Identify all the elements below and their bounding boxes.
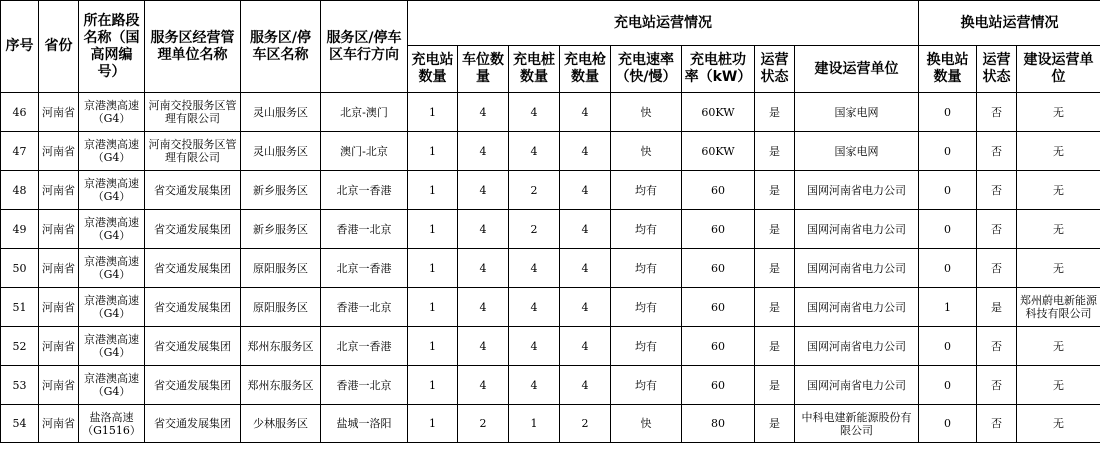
cell-piles: 4 <box>509 132 560 171</box>
cell-area: 灵山服务区 <box>241 93 321 132</box>
cell-rate: 均有 <box>611 249 682 288</box>
col-parking-count: 车位数量 <box>458 46 509 93</box>
cell-area: 灵山服务区 <box>241 132 321 171</box>
cell-rate: 快 <box>611 93 682 132</box>
cell-swap-builder: 无 <box>1017 171 1100 210</box>
cell-status: 是 <box>755 210 795 249</box>
cell-province: 河南省 <box>39 405 79 443</box>
cell-swap-status: 否 <box>977 93 1017 132</box>
col-road: 所在路段名称（国高网编号） <box>79 1 145 93</box>
cell-seq: 49 <box>1 210 39 249</box>
cell-swap-count: 0 <box>919 405 977 443</box>
table-row <box>1 327 1100 366</box>
cell-piles: 4 <box>509 327 560 366</box>
cell-piles: 4 <box>509 249 560 288</box>
cell-province: 河南省 <box>39 132 79 171</box>
cell-direction: 香港一北京 <box>321 288 408 327</box>
cell-province: 河南省 <box>39 171 79 210</box>
cell-power: 60 <box>682 366 755 405</box>
cell-area: 少林服务区 <box>241 405 321 443</box>
col-seq: 序号 <box>1 1 39 93</box>
cell-builder: 国网河南省电力公司 <box>795 249 919 288</box>
cell-swap-count: 0 <box>919 249 977 288</box>
cell-guns: 4 <box>560 288 611 327</box>
cell-area: 原阳服务区 <box>241 288 321 327</box>
cell-seq: 52 <box>1 327 39 366</box>
cell-power: 60 <box>682 249 755 288</box>
cell-status: 是 <box>755 171 795 210</box>
cell-stations: 1 <box>408 249 458 288</box>
cell-swap-status: 否 <box>977 210 1017 249</box>
cell-swap-count: 0 <box>919 327 977 366</box>
cell-seq: 53 <box>1 366 39 405</box>
cell-direction: 北京一香港 <box>321 327 408 366</box>
cell-seq: 48 <box>1 171 39 210</box>
cell-piles: 4 <box>509 93 560 132</box>
cell-stations: 1 <box>408 171 458 210</box>
cell-swap-count: 0 <box>919 366 977 405</box>
cell-swap-status: 否 <box>977 132 1017 171</box>
cell-seq: 54 <box>1 405 39 443</box>
cell-operator: 河南交投服务区管理有限公司 <box>145 132 241 171</box>
cell-road: 京港澳高速（G4） <box>79 366 145 405</box>
cell-swap-builder: 无 <box>1017 93 1100 132</box>
table-body <box>1 93 1100 443</box>
cell-operator: 省交通发展集团 <box>145 249 241 288</box>
col-swap-builder: 建设运营单位 <box>1017 46 1100 93</box>
table-row <box>1 288 1100 327</box>
cell-operator: 省交通发展集团 <box>145 366 241 405</box>
cell-rate: 快 <box>611 132 682 171</box>
cell-seq: 50 <box>1 249 39 288</box>
cell-status: 是 <box>755 249 795 288</box>
cell-rate: 均有 <box>611 327 682 366</box>
cell-swap-builder: 无 <box>1017 405 1100 443</box>
cell-status: 是 <box>755 288 795 327</box>
cell-stations: 1 <box>408 132 458 171</box>
cell-province: 河南省 <box>39 288 79 327</box>
table-row <box>1 210 1100 249</box>
cell-swap-builder: 郑州蔚电新能源科技有限公司 <box>1017 288 1100 327</box>
cell-power: 60 <box>682 327 755 366</box>
col-charging-station-count: 充电站数量 <box>408 46 458 93</box>
col-charging-status: 运营状态 <box>755 46 795 93</box>
cell-status: 是 <box>755 327 795 366</box>
charging-group-header: 充电站运营情况 <box>408 1 919 46</box>
cell-direction: 香港一北京 <box>321 210 408 249</box>
cell-swap-count: 0 <box>919 132 977 171</box>
cell-area: 原阳服务区 <box>241 249 321 288</box>
cell-parking: 4 <box>458 171 509 210</box>
table-row <box>1 405 1100 443</box>
cell-road: 京港澳高速（G4） <box>79 288 145 327</box>
cell-operator: 省交通发展集团 <box>145 171 241 210</box>
table-row <box>1 171 1100 210</box>
table-row <box>1 132 1100 171</box>
cell-power: 60KW <box>682 93 755 132</box>
cell-seq: 47 <box>1 132 39 171</box>
col-operator: 服务区经营管理单位名称 <box>145 1 241 93</box>
cell-seq: 46 <box>1 93 39 132</box>
cell-status: 是 <box>755 93 795 132</box>
cell-builder: 国网河南省电力公司 <box>795 366 919 405</box>
cell-rate: 快 <box>611 405 682 443</box>
cell-road: 京港澳高速（G4） <box>79 327 145 366</box>
cell-piles: 1 <box>509 405 560 443</box>
cell-power: 80 <box>682 405 755 443</box>
cell-parking: 4 <box>458 93 509 132</box>
col-pile-count: 充电桩数量 <box>509 46 560 93</box>
cell-province: 河南省 <box>39 327 79 366</box>
cell-swap-status: 否 <box>977 405 1017 443</box>
cell-guns: 4 <box>560 327 611 366</box>
cell-parking: 2 <box>458 405 509 443</box>
cell-swap-status: 否 <box>977 366 1017 405</box>
cell-operator: 省交通发展集团 <box>145 288 241 327</box>
cell-area: 郑州东服务区 <box>241 366 321 405</box>
cell-builder: 国网河南省电力公司 <box>795 210 919 249</box>
cell-builder: 国家电网 <box>795 132 919 171</box>
cell-direction: 香港一北京 <box>321 366 408 405</box>
cell-area: 新乡服务区 <box>241 210 321 249</box>
cell-swap-builder: 无 <box>1017 366 1100 405</box>
cell-status: 是 <box>755 366 795 405</box>
cell-swap-builder: 无 <box>1017 249 1100 288</box>
cell-road: 京港澳高速（G4） <box>79 171 145 210</box>
cell-builder: 国家电网 <box>795 93 919 132</box>
cell-seq: 51 <box>1 288 39 327</box>
cell-parking: 4 <box>458 366 509 405</box>
cell-builder: 国网河南省电力公司 <box>795 171 919 210</box>
cell-area: 郑州东服务区 <box>241 327 321 366</box>
cell-direction: 北京-澳门 <box>321 93 408 132</box>
cell-status: 是 <box>755 405 795 443</box>
cell-piles: 4 <box>509 366 560 405</box>
cell-parking: 4 <box>458 210 509 249</box>
cell-swap-count: 1 <box>919 288 977 327</box>
cell-swap-count: 0 <box>919 210 977 249</box>
cell-swap-status: 是 <box>977 288 1017 327</box>
cell-parking: 4 <box>458 288 509 327</box>
cell-operator: 省交通发展集团 <box>145 210 241 249</box>
cell-guns: 4 <box>560 171 611 210</box>
col-direction: 服务区/停车区车行方向 <box>321 1 408 93</box>
cell-builder: 中科电建新能源股份有限公司 <box>795 405 919 443</box>
col-swap-status: 运营状态 <box>977 46 1017 93</box>
cell-guns: 4 <box>560 366 611 405</box>
cell-parking: 4 <box>458 327 509 366</box>
cell-swap-builder: 无 <box>1017 132 1100 171</box>
cell-rate: 均有 <box>611 366 682 405</box>
cell-stations: 1 <box>408 93 458 132</box>
cell-stations: 1 <box>408 366 458 405</box>
table-row <box>1 249 1100 288</box>
cell-power: 60 <box>682 210 755 249</box>
cell-guns: 2 <box>560 405 611 443</box>
cell-parking: 4 <box>458 249 509 288</box>
cell-swap-builder: 无 <box>1017 327 1100 366</box>
table-row <box>1 93 1100 132</box>
cell-builder: 国网河南省电力公司 <box>795 288 919 327</box>
cell-operator: 省交通发展集团 <box>145 405 241 443</box>
cell-swap-status: 否 <box>977 249 1017 288</box>
cell-direction: 盐城一洛阳 <box>321 405 408 443</box>
cell-parking: 4 <box>458 132 509 171</box>
cell-road: 盐洛高速（G1516） <box>79 405 145 443</box>
cell-direction: 澳门-北京 <box>321 132 408 171</box>
cell-guns: 4 <box>560 249 611 288</box>
cell-operator: 省交通发展集团 <box>145 327 241 366</box>
cell-guns: 4 <box>560 132 611 171</box>
col-province: 省份 <box>39 1 79 93</box>
cell-operator: 河南交投服务区管理有限公司 <box>145 93 241 132</box>
col-pile-power: 充电桩功率（kW） <box>682 46 755 93</box>
cell-road: 京港澳高速（G4） <box>79 132 145 171</box>
swap-group-header: 换电站运营情况 <box>919 1 1100 46</box>
col-gun-count: 充电枪数量 <box>560 46 611 93</box>
cell-road: 京港澳高速（G4） <box>79 249 145 288</box>
cell-swap-count: 0 <box>919 171 977 210</box>
cell-swap-count: 0 <box>919 93 977 132</box>
cell-swap-status: 否 <box>977 171 1017 210</box>
cell-province: 河南省 <box>39 366 79 405</box>
cell-piles: 2 <box>509 210 560 249</box>
cell-stations: 1 <box>408 327 458 366</box>
cell-area: 新乡服务区 <box>241 171 321 210</box>
cell-rate: 均有 <box>611 171 682 210</box>
cell-province: 河南省 <box>39 210 79 249</box>
cell-province: 河南省 <box>39 249 79 288</box>
cell-road: 京港澳高速（G4） <box>79 93 145 132</box>
cell-swap-status: 否 <box>977 327 1017 366</box>
table-row <box>1 366 1100 405</box>
col-area-name: 服务区/停车区名称 <box>241 1 321 93</box>
col-charging-builder: 建设运营单位 <box>795 46 919 93</box>
cell-stations: 1 <box>408 210 458 249</box>
cell-builder: 国网河南省电力公司 <box>795 327 919 366</box>
table-header <box>1 1 1100 93</box>
cell-guns: 4 <box>560 210 611 249</box>
cell-rate: 均有 <box>611 288 682 327</box>
cell-swap-builder: 无 <box>1017 210 1100 249</box>
cell-power: 60KW <box>682 132 755 171</box>
cell-stations: 1 <box>408 405 458 443</box>
cell-direction: 北京一香港 <box>321 249 408 288</box>
cell-piles: 4 <box>509 288 560 327</box>
cell-power: 60 <box>682 171 755 210</box>
col-charging-rate: 充电速率（快/慢） <box>611 46 682 93</box>
cell-power: 60 <box>682 288 755 327</box>
cell-piles: 2 <box>509 171 560 210</box>
cell-direction: 北京一香港 <box>321 171 408 210</box>
cell-road: 京港澳高速（G4） <box>79 210 145 249</box>
cell-guns: 4 <box>560 93 611 132</box>
cell-province: 河南省 <box>39 93 79 132</box>
col-swap-station-count: 换电站数量 <box>919 46 977 93</box>
cell-status: 是 <box>755 132 795 171</box>
cell-stations: 1 <box>408 288 458 327</box>
cell-rate: 均有 <box>611 210 682 249</box>
